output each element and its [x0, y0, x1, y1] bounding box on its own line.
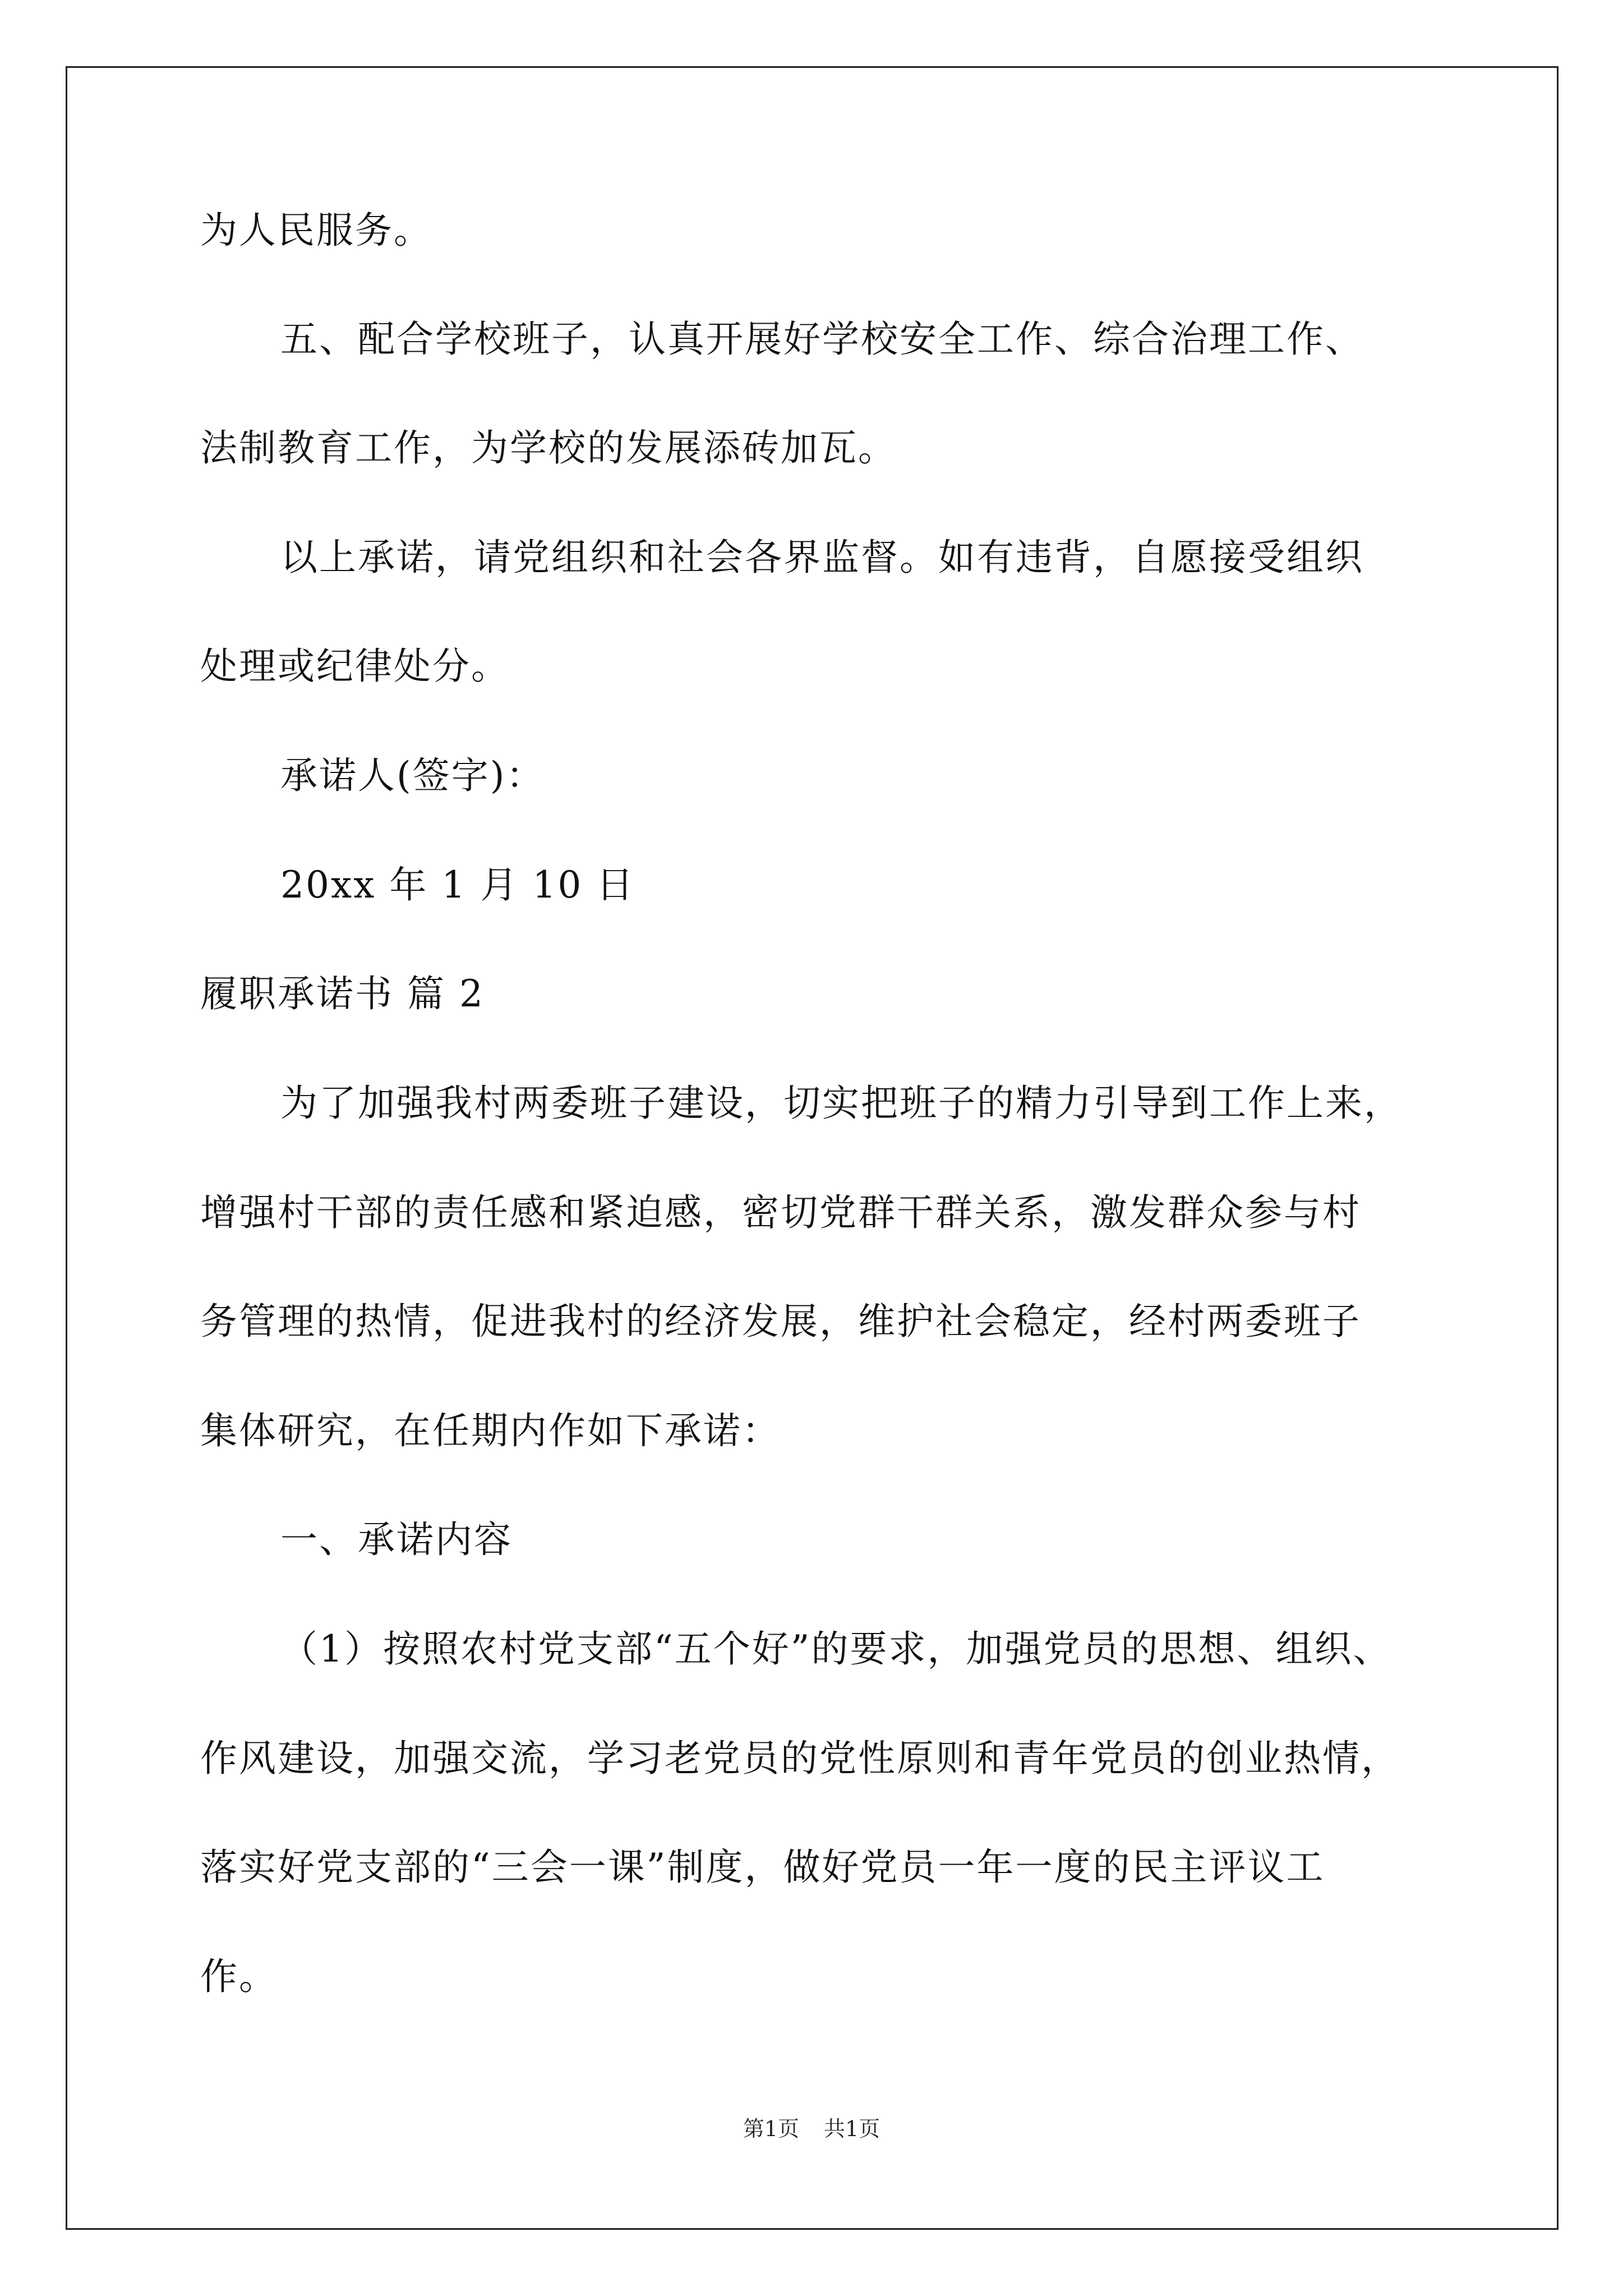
text-line: 作。 [200, 1955, 278, 1998]
subsection-heading: 一、承诺内容 [280, 1518, 513, 1561]
page-footer [0, 2115, 1623, 2143]
text-line: 为人民服务。 [200, 209, 432, 252]
text-line: （1）按照农村党支部“五个好”的要求，加强党员的思想、组织、 [280, 1627, 1392, 1671]
text-line: 法制教育工作，为学校的发展添砖加瓦。 [200, 426, 897, 470]
text-line: 务管理的热情，促进我村的经济发展，维护社会稳定，经村两委班子 [200, 1300, 1361, 1343]
page-frame [66, 66, 1559, 2230]
date-line: 20xx 年 1 月 10 日 [280, 863, 635, 907]
text-line: 处理或纪律处分。 [200, 645, 510, 688]
text-line: 为了加强我村两委班子建设，切实把班子的精力引导到工作上来， [280, 1082, 1403, 1125]
text-line: 集体研究，在任期内作如下承诺： [200, 1409, 781, 1452]
text-line: 增强村干部的责任感和紧迫感，密切党群干群关系，激发群众参与村 [200, 1191, 1361, 1234]
page-number: 第1页 [743, 2116, 799, 2141]
section-heading: 履职承诺书 篇 2 [200, 972, 485, 1015]
text-line: 作风建设，加强交流，学习老党员的党性原则和青年党员的创业热情， [200, 1737, 1400, 1780]
text-line: 落实好党支部的“三会一课”制度，做好党员一年一度的民主评议工 [200, 1846, 1325, 1889]
signature-label: 承诺人(签字)： [280, 754, 545, 797]
text-line: 以上承诺，请党组织和社会各界监督。如有违背，自愿接受组织 [280, 536, 1364, 579]
text-line: 五、配合学校班子，认真开展好学校安全工作、综合治理工作、 [280, 318, 1364, 361]
page-total: 共1页 [824, 2116, 880, 2141]
